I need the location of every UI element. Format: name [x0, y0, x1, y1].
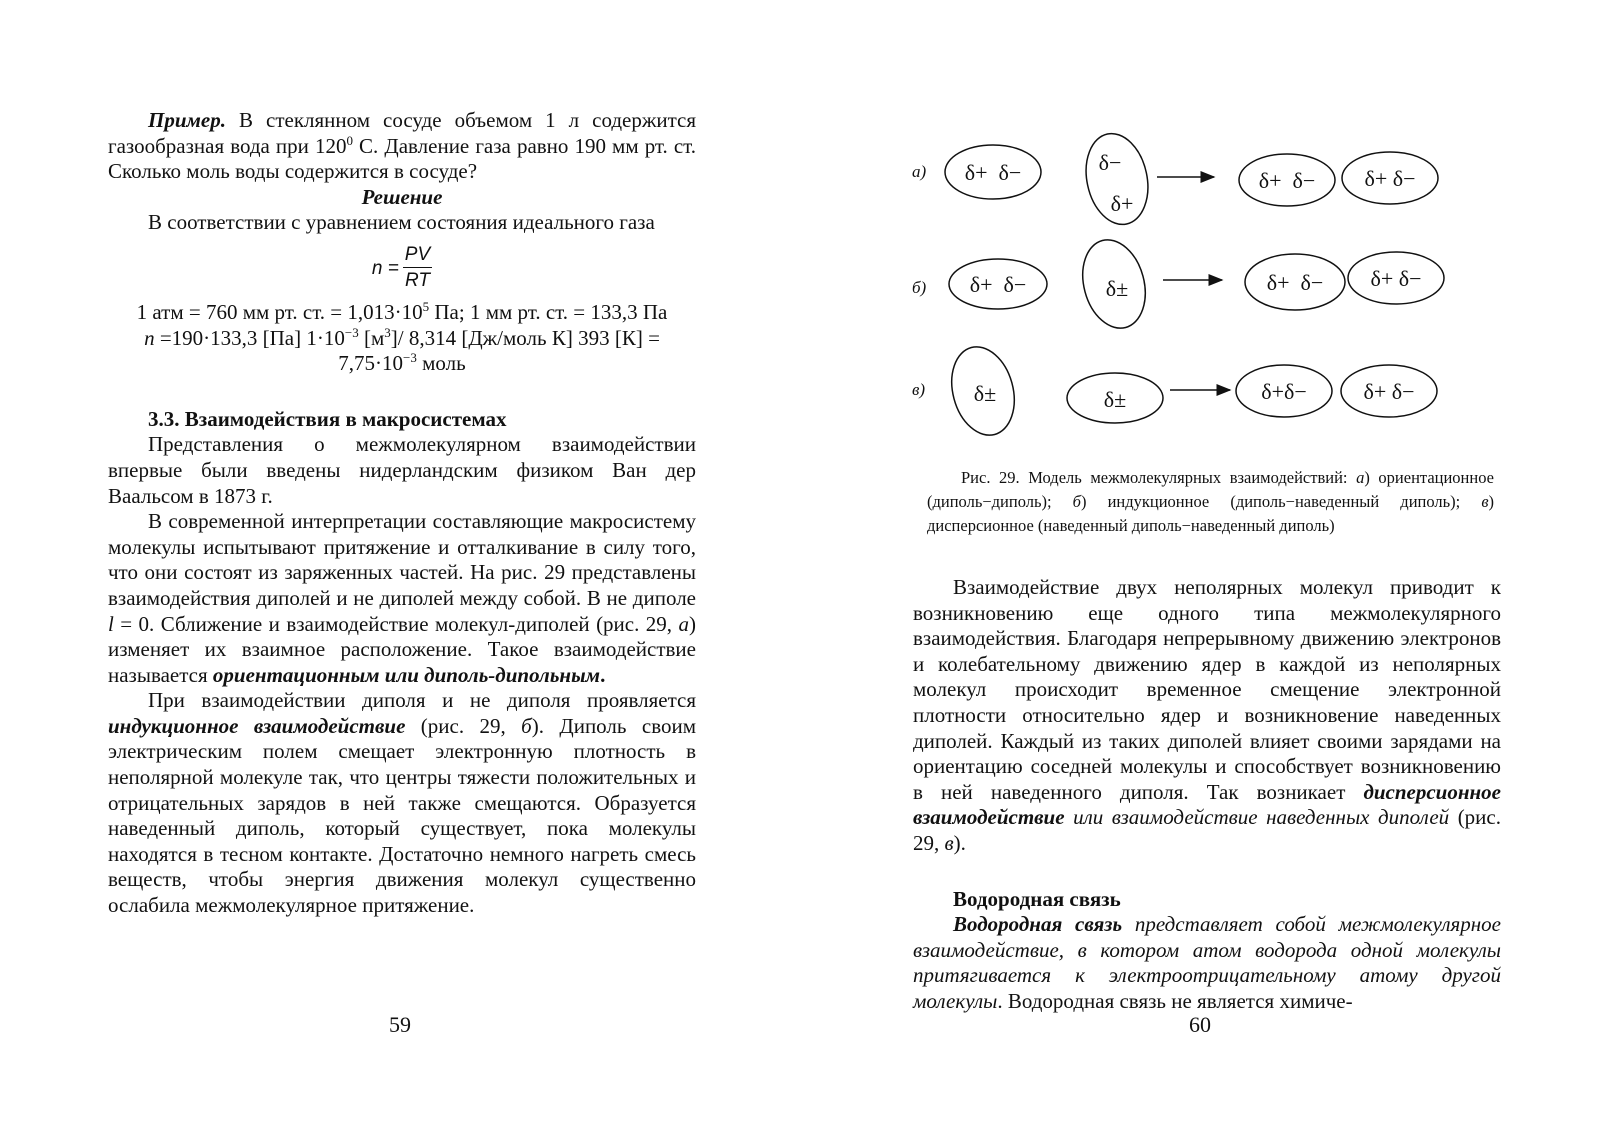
svg-text:δ+ δ−: δ+ δ−: [969, 272, 1027, 297]
svg-text:δ+δ−: δ+δ−: [1261, 379, 1307, 404]
right-page: [800, 0, 1600, 1131]
p2-end: .: [600, 662, 606, 687]
svg-text:δ+ δ−: δ+ δ−: [964, 160, 1022, 185]
caption-letter-b: б: [1072, 492, 1081, 511]
rp2-def: представляет собой межмолекулярное взаимодействие, в котором атом водорода одной молекулы притягивается к электроотрицательному атому другой молекулы: [913, 912, 1501, 1013]
calc-sup-1: −3: [344, 324, 359, 340]
svg-text:δ+ δ−: δ+ δ−: [1364, 166, 1416, 191]
row-c-result-2: [1341, 365, 1437, 417]
svg-text:δ±: δ±: [973, 381, 997, 406]
svg-text:δ+ δ−: δ+ δ−: [1370, 266, 1422, 291]
example-label: Пример.: [148, 108, 226, 132]
calc-a: =190·133,3 [Па] 1·10: [154, 325, 345, 350]
p2-l: l: [108, 611, 114, 636]
unit-conversion-line: [108, 300, 696, 326]
rp1-term: дисперсионное взаимодействие: [913, 779, 1501, 830]
rp2-term: Водородная связь: [953, 912, 1123, 937]
row-a-dipole-1: [945, 145, 1041, 199]
right-paragraph-2: [913, 912, 1501, 1014]
example-paragraph: [108, 108, 696, 185]
calc-sup-2: 3: [384, 324, 391, 340]
rp1-letter: в: [944, 830, 954, 855]
rp2-rest: . Водородная связь не является химиче-: [997, 988, 1353, 1013]
p2-c: ) изменяет их взаимное расположение. Такое взаимодействие называется: [108, 611, 696, 687]
svg-text:δ±: δ±: [1105, 276, 1129, 301]
p2-term: ориентационным или диполь-дипольным: [212, 662, 601, 687]
row-a-label: а): [912, 162, 927, 181]
p2-letter: а: [678, 611, 689, 636]
svg-text:δ+ δ−: δ+ δ−: [1258, 168, 1316, 193]
calc-n: n: [144, 325, 155, 350]
row-b-result-2: [1348, 252, 1444, 304]
left-text-column: [108, 108, 696, 919]
page-number-right: 60: [1189, 1012, 1211, 1037]
row-b-label: б): [912, 278, 927, 297]
right-paragraph-1: [913, 575, 1501, 857]
formula-lhs: n =: [371, 258, 399, 280]
paragraph-3: [108, 688, 696, 918]
row-b-dipole: [949, 259, 1047, 309]
result-sup: −3: [403, 350, 417, 366]
row-b-nonpolar: [1073, 233, 1154, 335]
result-line: [108, 351, 696, 377]
p3-term: индукционное взаимодействие: [108, 713, 406, 738]
page-number-left: 59: [389, 1012, 411, 1037]
result-a: 7,75·10: [338, 351, 404, 376]
row-c-result-1: [1236, 365, 1332, 417]
result-b: моль: [416, 351, 466, 376]
row-c-label: в): [912, 380, 926, 399]
conv-b: Па; 1 мм рт. ст. = 133,3 Па: [429, 299, 668, 324]
row-a-dipole-vertical: [1078, 128, 1156, 230]
formula-fraction: [403, 243, 432, 294]
caption-a: Рис. 29. Модель межмолекулярных взаимодействий:: [961, 468, 1357, 487]
p3-a: При взаимодействии диполя и не диполя проявляется: [148, 688, 696, 713]
section-heading: 3.3. Взаимодействия в макросистемах: [148, 406, 507, 431]
formula-numerator: PV: [403, 243, 432, 268]
p3-c: ). Диполь своим электрическим полем смещает электронную плотность в неполярной молекуле так, что центры тяжести положительных и отрицательных зарядов в ней также смещаются. Образуется наведенный диполь, который существует, пока молекулы находятся в тесном контакте. Достаточно немного нагреть смесь веществ, чтобы энергия движения молекул существенно ослабила межмолекулярное притяжение.: [108, 713, 696, 918]
ideal-gas-formula: [108, 240, 696, 298]
right-text-column: [913, 575, 1501, 1015]
conv-a: 1 атм = 760 мм рт. ст. = 1,013·10: [136, 299, 423, 324]
paragraph-1: Представления о межмолекулярном взаимодействии впервые были введены нидерландским физиком Ван дер Ваальсом в 1873 г.: [108, 432, 696, 508]
hydrogen-bond-heading: Водородная связь: [953, 886, 1121, 911]
conv-sup: 5: [422, 298, 430, 314]
formula-denominator: RT: [404, 270, 430, 292]
rp1-a: Взаимодействие двух неполярных молекул приводит к возникновению еще одного типа межмолекулярного взаимодействия. Благодаря непрерывному движению электронов и колебательному движению ядер в каждой из неполярных молекул происходит временное смещение электронной плотности относительно ядер и возникновение наведенных диполей. Каждый из таких диполей влияет своими зарядами на ориентацию соседней молекулы и способствует возникновению в ней наведенного диполя. Так возникает: [913, 575, 1501, 804]
svg-text:δ+ δ−: δ+ δ−: [1363, 379, 1415, 404]
row-b-result-1: [1245, 254, 1345, 310]
paragraph-2: [108, 509, 696, 688]
caption-b: ) ориентационное (диполь−диполь);: [927, 468, 1494, 511]
rp1-or: или взаимодействие наведенных диполей: [1064, 805, 1450, 830]
solution-text: В соответствии с уравнением состояния идеального газа: [148, 210, 655, 235]
svg-text:δ±: δ±: [1103, 387, 1127, 412]
rp1-c: ).: [953, 830, 966, 855]
solution-title: Решение: [361, 184, 443, 209]
p3-b: (рис. 29,: [405, 713, 522, 738]
caption-letter-c: в: [1481, 492, 1489, 511]
row-c-nonpolar-1: [942, 340, 1023, 442]
svg-text:δ−: δ−: [1098, 150, 1122, 175]
example-sup: 0: [346, 132, 353, 148]
caption-c: ) индукционное (диполь−наведенный диполь);: [1080, 492, 1482, 511]
svg-text:δ+ δ−: δ+ δ−: [1266, 270, 1324, 295]
p2-a: В современной интерпретации составляющие макросистему молекулы испытывают притяжение и отталкивание в силу того, что они состоят из заряженных частей. На рис. 29 представлены взаимодействия диполей и не диполей между собой. В не диполе: [108, 509, 696, 610]
rp1-b: (рис. 29,: [913, 805, 1501, 855]
p2-b: = 0. Сближение и взаимодействие молекул-диполей (рис. 29,: [113, 611, 679, 636]
calc-b: [м: [358, 325, 385, 350]
example-text: В стеклянном сосуде объемом 1 л содержится газообразная вода при 120: [108, 108, 697, 158]
figure-caption: [927, 466, 1494, 538]
row-a-result-2: [1342, 152, 1438, 204]
caption-letter-a: а: [1356, 468, 1365, 487]
row-c-nonpolar-2: [1067, 373, 1163, 423]
row-a-result-1: [1239, 154, 1335, 206]
svg-text:δ+: δ+: [1110, 191, 1134, 216]
calculation-line: [108, 326, 696, 352]
example-text-2: С. Давление газа равно 190 мм рт. ст. Сколько моль воды содержится в сосуде?: [108, 133, 697, 184]
calc-c: ]/ 8,314 [Дж/моль К] 393 [К] =: [390, 325, 660, 350]
figure-29-diagram: [900, 125, 1500, 455]
caption-d: ) дисперсионное (наведенный диполь−наведенный диполь): [927, 492, 1495, 535]
p3-letter: б: [521, 713, 532, 738]
